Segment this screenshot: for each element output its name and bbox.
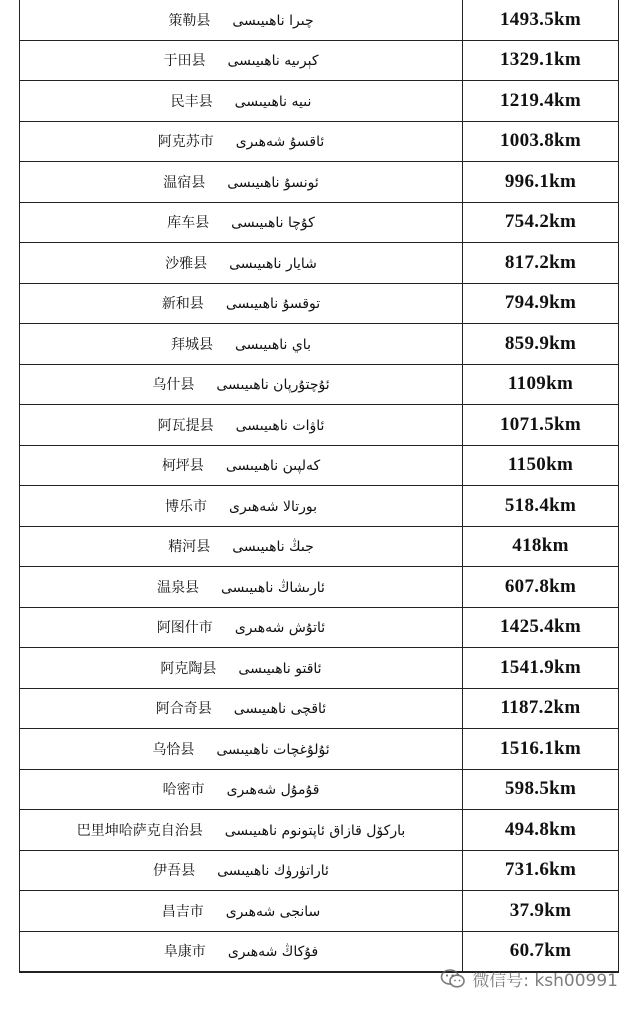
place-name-cell — [20, 850, 463, 891]
place-name-cell — [20, 567, 463, 608]
distance-cell: 1541.9km — [463, 648, 619, 689]
uyghur-name: ئاقسۇ شەھىرى — [235, 134, 325, 151]
uyghur-name: كۇچا ناھىيىسى — [231, 215, 315, 232]
chinese-name: 阿合奇县 — [155, 701, 212, 718]
uyghur-name: ئاۋات ناھىيىسى — [235, 417, 325, 434]
place-name-cell — [20, 283, 463, 324]
distance-cell: 1493.5km — [463, 0, 619, 40]
table-row — [20, 364, 619, 405]
distance-cell: 598.5km — [463, 769, 619, 810]
table-row — [20, 769, 619, 810]
uyghur-name: باي ناھىيىسى — [235, 336, 311, 353]
place-name-cell — [20, 40, 463, 81]
place-name-cell — [20, 121, 463, 162]
table-row — [20, 891, 619, 932]
table-row — [20, 0, 619, 40]
place-name-cell — [20, 445, 463, 486]
chinese-name: 阿克陶县 — [160, 660, 217, 677]
uyghur-name: شايار ناھىيىسى — [229, 255, 317, 272]
table-row — [20, 526, 619, 567]
distance-cell: 1003.8km — [463, 121, 619, 162]
distance-cell: 1071.5km — [463, 405, 619, 446]
place-name-cell — [20, 162, 463, 203]
chinese-name: 精河县 — [168, 539, 211, 556]
place-name-cell — [20, 405, 463, 446]
uyghur-name: ئۇلۇغچات ناھىيىسى — [216, 741, 330, 758]
uyghur-name: توقسۇ ناھىيىسى — [225, 296, 321, 313]
table-row — [20, 445, 619, 486]
chinese-name: 阿图什市 — [156, 620, 213, 637]
distance-cell: 60.7km — [463, 931, 619, 972]
chinese-name: 阿克苏市 — [157, 134, 214, 151]
uyghur-name: كەلپىن ناھىيىسى — [225, 458, 321, 475]
chinese-name: 于田县 — [163, 53, 206, 70]
distance-cell: 418km — [463, 526, 619, 567]
distance-table-body — [20, 0, 619, 972]
uyghur-name: بورتالا شەھىرى — [228, 498, 317, 515]
table-row — [20, 810, 619, 851]
distance-cell: 817.2km — [463, 243, 619, 284]
chinese-name: 哈密市 — [162, 782, 205, 799]
place-name-cell — [20, 688, 463, 729]
place-name-cell — [20, 931, 463, 972]
wechat-icon — [440, 968, 466, 990]
table-row — [20, 283, 619, 324]
chinese-name: 民丰县 — [170, 93, 213, 110]
uyghur-name: سانجى شەھىرى — [225, 903, 321, 920]
uyghur-name: كېرىيە ناھىيىسى — [227, 53, 319, 70]
table-row — [20, 243, 619, 284]
uyghur-name: قۇمۇل شەھىرى — [226, 782, 320, 799]
distance-cell: 996.1km — [463, 162, 619, 203]
table-row — [20, 162, 619, 203]
table-row — [20, 121, 619, 162]
table-row — [20, 850, 619, 891]
table-row — [20, 567, 619, 608]
chinese-name: 乌什县 — [152, 377, 195, 394]
uyghur-name: باركۆل قازاق ئاپتونوم ناھىيىسى — [224, 822, 406, 839]
table-row — [20, 648, 619, 689]
uyghur-name: ئۇچتۇرپان ناھىيىسى — [216, 377, 330, 394]
watermark-text: 微信号: ksh00991 — [472, 971, 618, 991]
chinese-name: 阜康市 — [163, 944, 206, 961]
uyghur-name: ئاراتۈرۈك ناھىيىسى — [217, 863, 329, 880]
place-name-cell — [20, 769, 463, 810]
distance-cell: 1329.1km — [463, 40, 619, 81]
place-name-cell — [20, 486, 463, 527]
chinese-name: 温泉县 — [157, 579, 200, 596]
table-row — [20, 81, 619, 122]
table-row — [20, 40, 619, 81]
chinese-name: 乌恰县 — [152, 741, 195, 758]
chinese-name: 温宿县 — [163, 174, 206, 191]
chinese-name: 沙雅县 — [165, 255, 208, 272]
distance-cell: 731.6km — [463, 850, 619, 891]
place-name-cell — [20, 0, 463, 40]
chinese-name: 阿瓦提县 — [157, 417, 214, 434]
table-row — [20, 688, 619, 729]
chinese-name: 博乐市 — [164, 498, 207, 515]
chinese-name: 巴里坤哈萨克自治县 — [76, 822, 203, 839]
chinese-name: 新和县 — [161, 296, 204, 313]
wechat-watermark — [440, 966, 618, 991]
uyghur-name: ئارىشاڭ ناھىيىسى — [221, 579, 325, 596]
chinese-name: 拜城县 — [171, 336, 214, 353]
distance-cell: 1150km — [463, 445, 619, 486]
distance-cell: 37.9km — [463, 891, 619, 932]
place-name-cell — [20, 202, 463, 243]
table-row — [20, 324, 619, 365]
uyghur-name: ئونسۇ ناھىيىسى — [227, 174, 319, 191]
place-name-cell — [20, 891, 463, 932]
chinese-name: 伊吾县 — [153, 863, 196, 880]
distance-cell: 1219.4km — [463, 81, 619, 122]
distance-cell: 1516.1km — [463, 729, 619, 770]
uyghur-name: چىرا ناھىيىسى — [232, 12, 314, 29]
table-row — [20, 405, 619, 446]
distance-cell: 859.9km — [463, 324, 619, 365]
uyghur-name: نىيە ناھىيىسى — [234, 93, 312, 110]
uyghur-name: فۇكاڭ شەھىرى — [227, 944, 319, 961]
table-row — [20, 729, 619, 770]
place-name-cell — [20, 810, 463, 851]
distance-cell: 494.8km — [463, 810, 619, 851]
uyghur-name: جىڭ ناھىيىسى — [232, 539, 314, 556]
distance-cell: 794.9km — [463, 283, 619, 324]
distance-cell: 518.4km — [463, 486, 619, 527]
distance-cell: 607.8km — [463, 567, 619, 608]
table-row — [20, 202, 619, 243]
place-name-cell — [20, 324, 463, 365]
place-name-cell — [20, 81, 463, 122]
place-name-cell — [20, 648, 463, 689]
chinese-name: 策勒县 — [168, 12, 211, 29]
place-name-cell — [20, 243, 463, 284]
chinese-name: 柯坪县 — [161, 458, 204, 475]
distance-table — [19, 0, 619, 973]
distance-cell: 1187.2km — [463, 688, 619, 729]
chinese-name: 昌吉市 — [161, 903, 204, 920]
table-row — [20, 607, 619, 648]
distance-cell: 1425.4km — [463, 607, 619, 648]
uyghur-name: ئاقتو ناھىيىسى — [238, 660, 322, 677]
distance-cell: 1109km — [463, 364, 619, 405]
place-name-cell — [20, 729, 463, 770]
chinese-name: 库车县 — [167, 215, 210, 232]
place-name-cell — [20, 607, 463, 648]
place-name-cell — [20, 364, 463, 405]
place-name-cell — [20, 526, 463, 567]
uyghur-name: ئاتۇش شەھىرى — [234, 620, 326, 637]
uyghur-name: ئاقچى ناھىيىسى — [233, 701, 327, 718]
table-row — [20, 486, 619, 527]
distance-cell: 754.2km — [463, 202, 619, 243]
